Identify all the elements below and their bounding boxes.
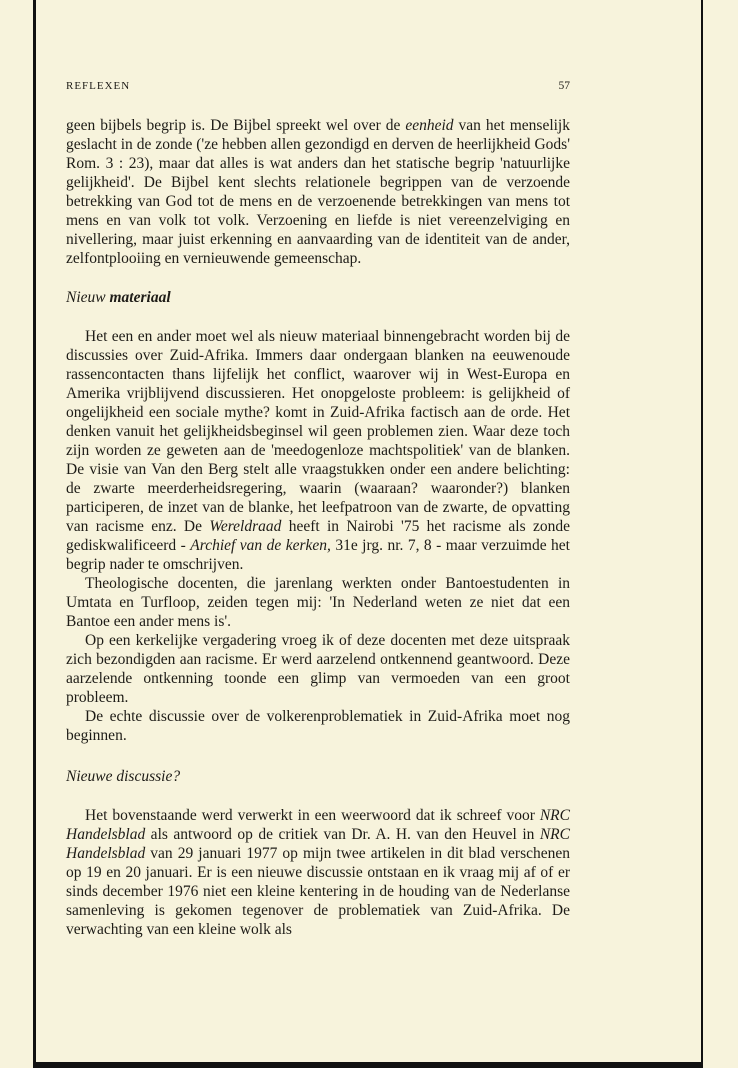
paragraph-nieuwe-discussie-1: Het bovenstaande werd verwerkt in een weerwoord dat ik schreef voor NRC Handelsblad als antwoord op de critiek van Dr. A. H. van den Heuvel in NRC Handelsblad van 29 januari 1977 op mijn twee artikelen in dit blad verschenen op 19 en 20 januari. Er is een nieuwe discussie ontstaan en ik vraag mij af of er sinds december 1976 niet een kleine kentering in de houding van de Nederlanse samenleving is gekomen tegenover de problematiek van Zuid-Afrika. De verwachting van een kleine wolk als <box>66 807 570 938</box>
emphasis-wereldraad: Wereldraad <box>209 518 282 535</box>
paragraph-nieuw-materiaal-3: Op een kerkelijke vergadering vroeg ik of deze docenten met deze uitspraak zich bezondigden aan racisme. Er werd aarzelend ontkennend geantwoord. Deze aarzelende ontkenning toonde een glimp van vermoeden van een groot probleem. <box>66 632 570 706</box>
running-title: REFLEXEN <box>66 80 131 92</box>
paragraph-nieuw-materiaal-2: Theologische docenten, die jarenlang werkten onder Bantoestudenten in Umtata en Turfloop, zeiden tegen mij: 'In Nederland weten ze niet dat een Bantoe een ander mens is'. <box>66 575 570 630</box>
book-page <box>66 80 570 939</box>
paragraph-nieuw-materiaal-4: De echte discussie over de volkerenproblematiek in Zuid-Afrika moet nog beginnen. <box>66 708 570 744</box>
emphasis-nrc-1: NRC Handelsblad <box>66 807 570 843</box>
emphasis-eenheid: eenheid <box>405 117 454 134</box>
page-number: 57 <box>558 80 570 92</box>
section-heading-nieuwe-discussie: Nieuwe discussie? <box>66 768 181 785</box>
running-head <box>66 80 570 98</box>
emphasis-nrc-2: NRC Handelsblad <box>66 826 570 862</box>
scan-border-bottom <box>33 1062 703 1068</box>
paragraph-nieuw-materiaal-1: Het een en ander moet wel als nieuw materiaal binnengebracht worden bij de discussies over Zuid-Afrika. Immers daar ondergaan blanken na eeuwenoude rassencontacten thans lijfelijk het conflict, waarover wij in West-Europa en Amerika vrijblijvend discussieren. Het onopgeloste probleem: is gelijkheid of ongelijkheid een sociale mythe? komt in Zuid-Afrika factisch aan de orde. Het denken vanuit het gelijkheidsbeginsel wil geen problemen zien. Waar deze toch zijn worden ze geweten aan de 'meedogenloze machtspolitiek' van de blanken. De visie van Van den Berg stelt alle vraagstukken onder een andere belichting: de zwarte meerderheidsregering, waarin (waaraan? waaronder?) blanken participeren, de inzet van de blanke, het leefpatroon van de zwarte, de opvatting van racisme enz. De Wereldraad heeft in Nairobi '75 het racisme als zonde gediskwalificeerd - Archief van de kerken, 31e jrg. nr. 7, 8 - maar verzuimde het begrip nader te omschrijven. <box>66 328 570 573</box>
scan-border-left <box>33 0 36 1068</box>
section-heading-nieuw-materiaal: Nieuw materiaal <box>66 289 171 306</box>
scan-border-right <box>701 0 703 1068</box>
emphasis-archief: Archief van de kerken, <box>190 537 331 554</box>
intro-paragraph: geen bijbels begrip is. De Bijbel spreekt wel over de eenheid van het menselijk geslacht in de zonde ('ze hebben allen gezondigd en derven de heerlijkheid Gods' Rom. 3 : 23), maar dat alles is wat anders dan het statische begrip 'natuurlijke gelijkheid'. De Bijbel kent slechts relationele begrippen van de verzoende betrekking van God tot de mens en de verzoenende betrekkingen van mens tot mens en van volk tot volk. Verzoening en liefde is niet vereenzelviging en nivellering, maar juist erkenning en aanvaarding van de identiteit van de ander, zelfontplooiing en vernieuwende gemeenschap. <box>66 117 570 267</box>
